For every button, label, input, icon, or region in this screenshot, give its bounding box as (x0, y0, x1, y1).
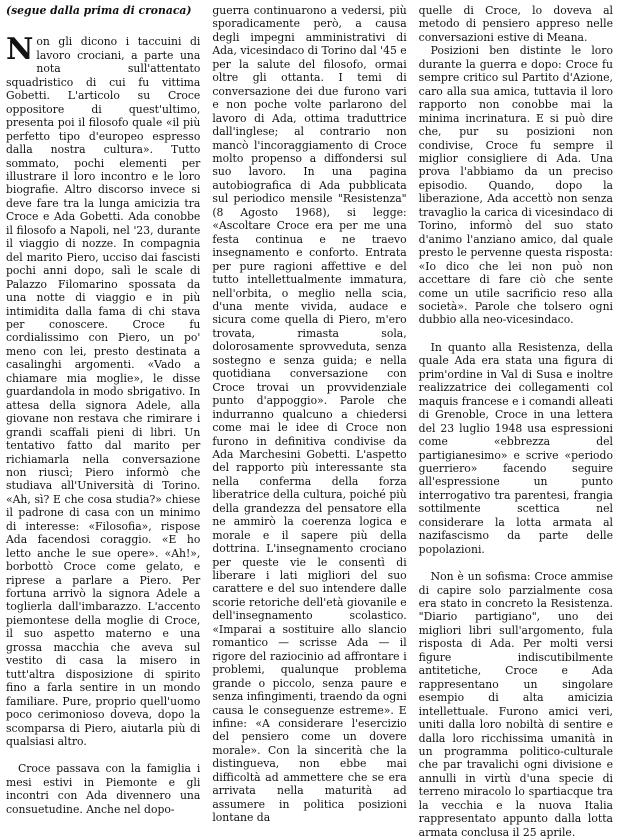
drop-cap: N (6, 32, 34, 68)
paragraph: Croce passava con la famiglia i mesi estivi in Piemonte e gli incontri con Ada divennero una consuetudine. Anche nel dopo- (6, 762, 201, 816)
paragraph (6, 32, 201, 749)
paragraph: Posizioni ben distinte le loro durante la guerra e dopo: Croce fu sempre critico sul Partito d'Azione, caro alla sua amica, tuttavia il loro rapporto non conobbe mai la minima incrinatura. E si può dire che, pur su posizioni non condivise, Croce fu sempre il miglior consigliere di Ada. Una prova l'abbiamo da un preciso episodio. Quando, dopo la liberazione, Ada accettò non senza travaglio la carica di vicesindaco di Torino, informò del suo stato d'animo l'anziano amico, dal quale presto le pervenne questa risposta: «Io dico che lei non può non accettare di fare ciò che sente come un utile sacrificio reso alla società». Parole che tolsero ogni dubbio alla neo-vicesindaco. (418, 44, 613, 327)
paragraph-text: on gli dicono i taccuini di lavoro crociani, a parte una nota sull'attentato squadristico di cui fu vittima Gobetti. L'articolo su Croce oppositore di quest'ultimo, presenta poi il filosofo quale «il più perfetto tipo d'europeo espresso dalla nostra cultura». Tutto sommato, pochi elementi per illustrare il loro incontro e le loro biografie. Altro discorso invece si deve fare tra la lunga amicizia tra Croce e Ada Gobetti. Ada conobbe il filosofo a Napoli, nel '23, durante il viaggio di nozze. In compagnia del marito Piero, ucciso dai fascisti pochi anni dopo, salì le scale di Palazzo Filomarino spossata da una notte di viaggio e in più intimidita dalla fama di chi stava per conoscere. Croce fu cordialissimo con Piero, un po' meno con lei, presto destinata a casalinghi argomenti. «Vado a chiamare mia moglie», le disse guardandola in modo sbrigativo. In attesa della signora Adele, alla giovane non restava che rimirare i grandi scaffali pieni di libri. Un tentativo fatto dal marito per richiamarla nella conversazione non riuscì; Piero informò che studiava all'Università di Torino. «Ah, sì? E che cosa studia?» chiese il padrone di casa con un minimo di interesse: «Filosofia», rispose Ada facendosi coraggio. «E ho letto anche le sue opere». «Ah!», borbottò Croce come gelato, e riprese a parlare a Piero. Per fortuna arrivò la signora Adele a toglierla dall'imbarazzo. L'accento piemontese della moglie di Croce, il suo aspetto materno e una grossa macchia che aveva sul vestito di casa la misero in tutt'altra disposizione di spirito fino a farla sentire in un mondo familiare. Pure, proprio quell'uomo poco cerimonioso doveva, dopo la scomparsa di Piero, aiutarla più di qualsiasi altro. (6, 35, 201, 749)
paragraph: guerra continuarono a vedersi, più sporadicamente però, a causa degli impegni amministrativi di Ada, vicesindaco di Torino dal '45 e per la salute del filosofo, ormai oltre gli ottanta. I temi di conversazione dei due furono vari e non poche volte parlarono del lavoro di Ada, ottima traduttrice dall'inglese; al contrario non mancò l'incoraggiamento di Croce molto propenso a diffondersi sul suo lavoro. In una pagina autobiografica di Ada pubblicata sul periodico mensile "Resistenza" (8 Agosto 1968), si legge: «Ascoltare Croce era per me una festa continua e ne traevo insegnamento e conforto. Entrata per pure ragioni affettive e del tutto intellettualmente immatura, nell'orbita, o meglio nella scia, d'una mente vivida, audace e sicura come quella di Piero, m'ero trovata, rimasta sola, dolorosamente sprovveduta, senza sostegno e senza guida; e nella quotidiana conversazione con Croce trovai un provvidenziale punto d'appoggio». Parole che indurranno qualcuno a chiedersi come mai le idee di Croce non furono in definitiva condivise da Ada Marchesini Gobetti. L'aspetto del rapporto più interessante sta nella conferma della forza liberatrice della cultura, poiché più della grandezza del pensatore ella ne ammirò la coerenza logica e morale e il sapere più della dottrina. L'insegnamento crociano per queste vie le consentì di liberare i lati migliori del suo carattere e del suo intendere dalle scorie retoriche dell'età giovanile e dell'insegnamento scolastico. «Imparai a sostituire allo slancio romantico — scrisse Ada — il rigore del raziocinio ad affrontare i problemi, qualunque problema grande o piccolo, senza paure e senza infingimenti, traendo da ogni causa le conseguenze estreme». E infine: «A considerare l'esercizio del pensiero come un dovere morale». Con la sincerità che la distingueva, non ebbe mai difficoltà ad ammettere che se era arrivata nella maturità ad assumere in politica posizioni lontane da (212, 4, 407, 825)
article-kicker: (segue dalla prima di cronaca) (6, 4, 192, 17)
article-columns (6, 4, 613, 839)
column-2 (212, 4, 407, 825)
paragraph: Non è un sofisma: Croce ammise di capire solo parzialmente cosa era stato in concreto la Resistenza. "Diario partigiano", uno dei migliori libri sull'argomento, fula risposta di Ada. Per molti versi figure indiscutibilmente antitetiche, Croce e Ada rappresentano un singolare esempio di alta amicizia intellettuale. Furono amici veri, uniti dalla loro nobiltà di sentire e dalla loro ricchissima umanità in un programma politico-culturale che par travalichi ogni divisione e annulli in virtù d'una specie di terreno miracolo lo spartiacque tra la vecchia e la nuova Italia rappresentato appunto dalla lotta armata conclusa il 25 aprile. (418, 570, 613, 839)
paragraph: In quanto alla Resistenza, della quale Ada era stata una figura di prim'ordine in Val di Susa e inoltre realizzatrice dei collegamenti col maquis francese e i comandi alleati di Grenoble, Croce in una lettera del 23 luglio 1948 usa espressioni come «ebbrezza del partigianesimo» e scrive «periodo guerriero» facendo seguire all'espressione un punto interrogativo tra parentesi, frangia sottilmente scettica nel considerare la lotta armata al nazifascismo da parte delle popolazioni. (418, 340, 613, 556)
column-1 (6, 4, 201, 816)
paragraph: quelle di Croce, lo doveva al metodo di pensiero appreso nelle conversazioni estive di Meana. (418, 4, 613, 44)
column-3 (418, 4, 613, 839)
